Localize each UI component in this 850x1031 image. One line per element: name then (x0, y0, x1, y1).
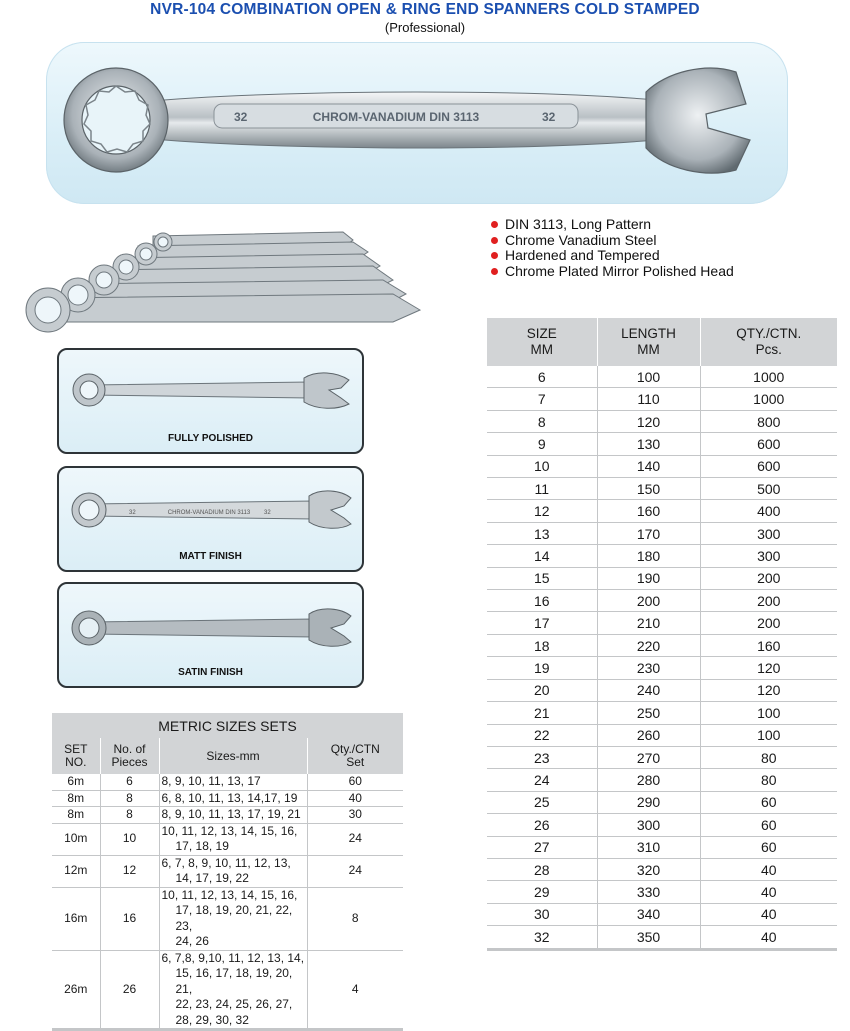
page-subtitle: (Professional) (384, 20, 466, 35)
table-row (52, 823, 403, 855)
sizes-line: 10, 11, 12, 13, 14, 15, 16, (161, 823, 298, 838)
set-no-cell: 8m (52, 807, 100, 824)
size-cell: 24 (487, 769, 597, 791)
length-cell: 210 (597, 612, 700, 634)
length-cell: 310 (597, 836, 700, 858)
size-cell: 20 (487, 679, 597, 701)
qty-set-cell: 24 (307, 823, 403, 855)
length-cell: 280 (597, 769, 700, 791)
qty-set-cell: 8 (307, 887, 403, 950)
size-cell: 21 (487, 702, 597, 724)
satin-spanner-icon (59, 584, 362, 664)
table-row (487, 545, 837, 567)
length-cell: 140 (597, 455, 700, 477)
pieces-cell: 26 (100, 950, 159, 1030)
size-cell: 19 (487, 657, 597, 679)
col-header-pieces: No. of Pieces (100, 738, 159, 774)
qty-cell: 80 (700, 746, 837, 768)
length-cell: 300 (597, 814, 700, 836)
size-cell: 28 (487, 858, 597, 880)
sizes-line: 6, 7,8, 9,10, 11, 12, 13, 14, (161, 950, 305, 965)
table-row (487, 522, 837, 544)
size-cell: 27 (487, 836, 597, 858)
qty-cell: 80 (700, 769, 837, 791)
length-cell: 240 (597, 679, 700, 701)
sizes-line: 10, 11, 12, 13, 14, 15, 16, (161, 887, 298, 902)
length-cell: 230 (597, 657, 700, 679)
table-row (52, 774, 403, 790)
length-cell: 250 (597, 702, 700, 724)
spanner-set-icon (8, 222, 428, 334)
sizes-line: 6, 8, 10, 11, 13, 14,17, 19 (161, 790, 298, 805)
table-row (487, 500, 837, 522)
pieces-cell: 8 (100, 807, 159, 824)
length-cell: 150 (597, 478, 700, 500)
qty-cell: 600 (700, 433, 837, 455)
qty-cell: 160 (700, 634, 837, 656)
length-cell: 160 (597, 500, 700, 522)
qty-cell: 300 (700, 545, 837, 567)
feature-item: Chrome Plated Mirror Polished Head (489, 264, 734, 280)
table-row (487, 366, 837, 388)
pieces-cell: 16 (100, 887, 159, 950)
qty-cell: 800 (700, 410, 837, 432)
pieces-cell: 10 (100, 823, 159, 855)
length-cell: 270 (597, 746, 700, 768)
qty-cell: 100 (700, 702, 837, 724)
length-cell: 260 (597, 724, 700, 746)
size-cell: 32 (487, 926, 597, 949)
qty-cell: 200 (700, 567, 837, 589)
sizes-line: 14, 17, 19, 22 (175, 871, 249, 885)
finish-panel-matt (57, 466, 364, 572)
length-cell: 200 (597, 590, 700, 612)
pieces-cell: 6 (100, 774, 159, 790)
table-row (487, 791, 837, 813)
table-row (487, 724, 837, 746)
size-cell: 8 (487, 410, 597, 432)
sizes-line: 17, 18, 19, 20, 21, 22, 23, (175, 903, 293, 933)
table-row (487, 903, 837, 925)
finish-panel-fully-polished (57, 348, 364, 454)
table-row (52, 887, 403, 950)
size-cell: 16 (487, 590, 597, 612)
feature-item: DIN 3113, Long Pattern (489, 217, 734, 233)
table-row (487, 410, 837, 432)
qty-cell: 200 (700, 590, 837, 612)
length-cell: 120 (597, 410, 700, 432)
table-row (487, 433, 837, 455)
table-row (52, 855, 403, 887)
qty-cell: 500 (700, 478, 837, 500)
sizes-line: 15, 16, 17, 18, 19, 20, 21, (175, 966, 293, 996)
qty-set-cell: 40 (307, 790, 403, 807)
table-row (487, 657, 837, 679)
qty-cell: 120 (700, 657, 837, 679)
table-row (487, 814, 837, 836)
pieces-cell: 8 (100, 790, 159, 807)
finish-label: MATT FINISH (179, 551, 242, 562)
length-cell: 330 (597, 881, 700, 903)
qty-cell: 400 (700, 500, 837, 522)
qty-set-cell: 24 (307, 855, 403, 887)
table-row (487, 858, 837, 880)
polished-spanner-icon (59, 350, 362, 430)
qty-cell: 600 (700, 455, 837, 477)
qty-cell: 40 (700, 903, 837, 925)
qty-set-cell: 4 (307, 950, 403, 1030)
size-cell: 15 (487, 567, 597, 589)
size-cell: 30 (487, 903, 597, 925)
metric-sets-table (52, 713, 403, 1031)
metric-sets-title: METRIC SIZES SETS (52, 713, 403, 738)
size-cell: 17 (487, 612, 597, 634)
size-cell: 10 (487, 455, 597, 477)
qty-cell: 60 (700, 791, 837, 813)
table-row (487, 455, 837, 477)
matt-size-left: 32 (129, 510, 136, 516)
sizes-cell (159, 790, 307, 807)
matt-marking: CHROM-VANADIUM DIN 3113 (167, 510, 251, 516)
qty-cell: 300 (700, 522, 837, 544)
sizes-line: 22, 23, 24, 25, 26, 27, (175, 997, 293, 1011)
hero-marking: CHROM-VANADIUM DIN 3113 (312, 110, 480, 124)
table-row (487, 612, 837, 634)
size-cell: 29 (487, 881, 597, 903)
qty-cell: 1000 (700, 388, 837, 410)
sizes-cell (159, 855, 307, 887)
col-header-qty: QTY./CTN. Pcs. (700, 318, 837, 366)
table-row (487, 702, 837, 724)
qty-cell: 60 (700, 836, 837, 858)
col-header-length: LENGTH MM (597, 318, 700, 366)
table-row (52, 790, 403, 807)
combination-spanner-icon (46, 42, 788, 204)
hero-wrench-panel (46, 42, 788, 204)
set-no-cell: 6m (52, 774, 100, 790)
table-row (487, 478, 837, 500)
feature-list (489, 217, 734, 279)
set-no-cell: 8m (52, 790, 100, 807)
length-cell: 350 (597, 926, 700, 949)
size-cell: 12 (487, 500, 597, 522)
size-cell: 25 (487, 791, 597, 813)
set-no-cell: 16m (52, 887, 100, 950)
length-cell: 110 (597, 388, 700, 410)
sizes-line: 8, 9, 10, 11, 13, 17 (161, 774, 261, 788)
table-row (52, 950, 403, 1030)
sizes-cell (159, 807, 307, 824)
table-row (487, 388, 837, 410)
size-table (487, 318, 837, 951)
table-row (487, 679, 837, 701)
set-no-cell: 10m (52, 823, 100, 855)
set-no-cell: 26m (52, 950, 100, 1030)
qty-cell: 200 (700, 612, 837, 634)
qty-set-cell: 60 (307, 774, 403, 790)
table-row (487, 836, 837, 858)
size-cell: 9 (487, 433, 597, 455)
qty-cell: 40 (700, 881, 837, 903)
size-cell: 13 (487, 522, 597, 544)
col-header-set-no: SET NO. (52, 738, 100, 774)
hero-size-right: 32 (542, 110, 556, 124)
qty-cell: 40 (700, 858, 837, 880)
sizes-cell (159, 887, 307, 950)
matt-size-right: 32 (264, 510, 271, 516)
sizes-line: 17, 18, 19 (175, 839, 229, 853)
length-cell: 190 (597, 567, 700, 589)
size-cell: 18 (487, 634, 597, 656)
col-header-size: SIZE MM (487, 318, 597, 366)
size-cell: 6 (487, 366, 597, 388)
col-header-sizes: Sizes-mm (159, 738, 307, 774)
sizes-line: 8, 9, 10, 11, 13, 17, 19, 21 (161, 807, 301, 821)
size-cell: 23 (487, 746, 597, 768)
size-cell: 11 (487, 478, 597, 500)
length-cell: 170 (597, 522, 700, 544)
size-cell: 7 (487, 388, 597, 410)
feature-item: Hardened and Tempered (489, 248, 734, 264)
length-cell: 340 (597, 903, 700, 925)
table-row (487, 769, 837, 791)
length-cell: 180 (597, 545, 700, 567)
matt-spanner-icon (59, 468, 362, 548)
hero-size-left: 32 (234, 110, 248, 124)
length-cell: 100 (597, 366, 700, 388)
sizes-cell (159, 950, 307, 1030)
table-row (487, 590, 837, 612)
table-row (52, 807, 403, 824)
sizes-cell (159, 823, 307, 855)
sizes-line: 28, 29, 30, 32 (175, 1012, 249, 1027)
finish-panel-satin (57, 582, 364, 688)
sizes-line: 24, 26 (175, 934, 209, 948)
qty-cell: 60 (700, 814, 837, 836)
page-title: NVR-104 COMBINATION OPEN & RING END SPANNERS COLD STAMPED (150, 1, 700, 18)
size-cell: 22 (487, 724, 597, 746)
size-cell: 26 (487, 814, 597, 836)
length-cell: 130 (597, 433, 700, 455)
qty-cell: 120 (700, 679, 837, 701)
length-cell: 290 (597, 791, 700, 813)
qty-cell: 100 (700, 724, 837, 746)
sizes-cell (159, 774, 307, 790)
length-cell: 220 (597, 634, 700, 656)
set-no-cell: 12m (52, 855, 100, 887)
sizes-line: 6, 7, 8, 9, 10, 11, 12, 13, (161, 855, 291, 870)
qty-cell: 1000 (700, 366, 837, 388)
feature-item: Chrome Vanadium Steel (489, 233, 734, 249)
size-cell: 14 (487, 545, 597, 567)
pieces-cell: 12 (100, 855, 159, 887)
table-row (487, 926, 837, 949)
qty-set-cell: 30 (307, 807, 403, 824)
qty-cell: 40 (700, 926, 837, 949)
table-row (487, 881, 837, 903)
table-row (487, 634, 837, 656)
finish-label: SATIN FINISH (178, 667, 243, 678)
length-cell: 320 (597, 858, 700, 880)
table-row (487, 746, 837, 768)
finish-label: FULLY POLISHED (167, 433, 253, 444)
col-header-qty-set: Qty./CTN Set (307, 738, 403, 774)
table-row (487, 567, 837, 589)
